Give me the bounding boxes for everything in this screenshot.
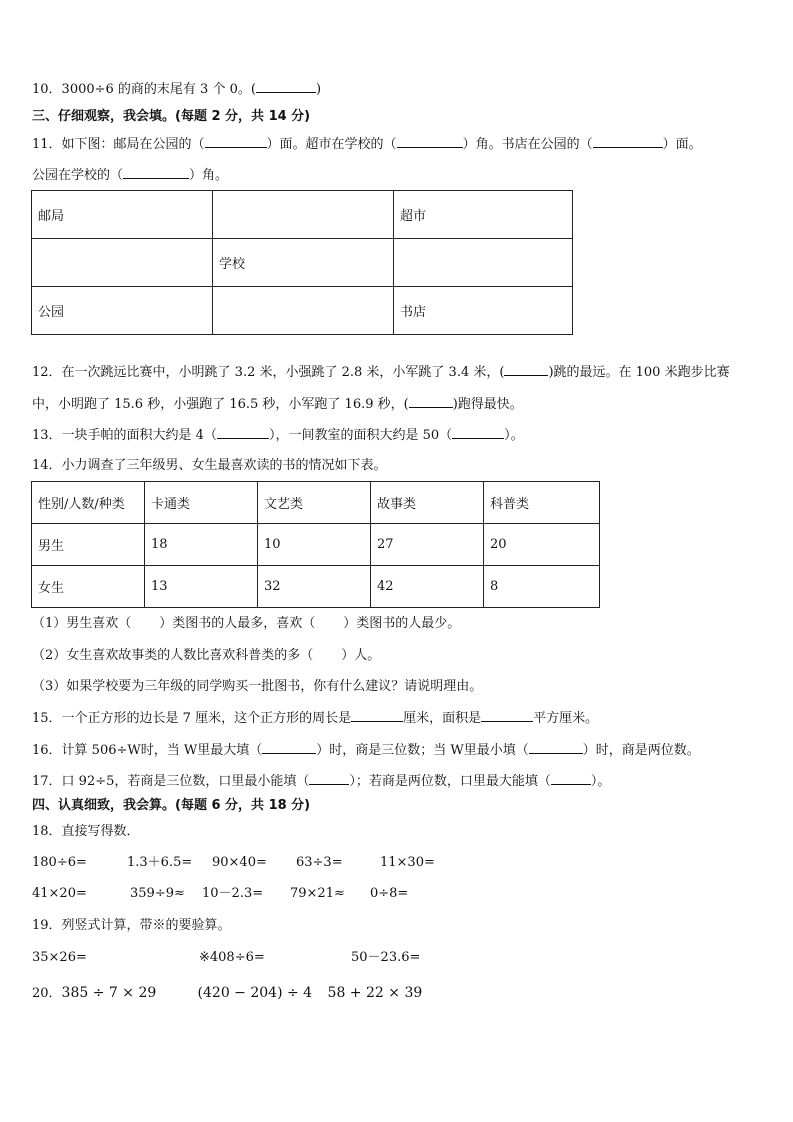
calc-item: 63÷3= — [296, 855, 343, 870]
answer-blank[interactable] — [409, 395, 453, 408]
table-cell: 32 — [258, 566, 371, 608]
table-cell: 20 — [484, 524, 600, 566]
expression: 58 + 22 × 39 — [327, 985, 423, 1001]
question-10: 10．3000÷6 的商的末尾有 3 个 0。( ) — [32, 82, 322, 97]
grid-cell — [394, 239, 573, 287]
answer-blank[interactable] — [256, 80, 316, 93]
calc-item: 10－2.3= — [202, 886, 264, 901]
calc-row-2 — [32, 885, 408, 903]
question-15: 15．一个正方形的边长是 7 厘米，这个正方形的周长是 厘米，面积是 平方厘米。 — [32, 711, 599, 726]
calc-item: 0÷8= — [370, 886, 409, 901]
calc-item: 11×30= — [380, 855, 435, 870]
question-12: 12．在一次跳远比赛中，小明跳了 3.2 米，小强跳了 2.8 米，小军跳了 3.4 米，( )跳的最远。在 100 米跑步比赛 — [32, 365, 730, 380]
section-4-title: 四、认真细致，我会算。(每题 6 分，共 18 分) — [32, 798, 311, 813]
table-header: 性别/人数/种类 — [32, 482, 145, 524]
calc-item: 1.3＋6.5= — [127, 855, 193, 870]
grid-cell: 学校 — [213, 239, 394, 287]
question-20: 20．385 ÷ 7 × 29 (420 − 204) ÷ 4 58 + 22 × 39 — [32, 985, 423, 1001]
question-17: 17．口 92÷5，若商是三位数，口里最小能填（ ）；若商是两位数，口里最大能填（ ）。 — [32, 774, 611, 789]
calc-item: 35×26= — [32, 950, 87, 965]
answer-blank[interactable] — [529, 741, 583, 754]
expression: 385 ÷ 7 × 29 — [61, 985, 157, 1001]
answer-blank[interactable] — [262, 741, 316, 754]
question-14: 14．小力调查了三年级男、女生最喜欢读的书的情况如下表。 — [32, 458, 387, 473]
grid-cell: 公园 — [32, 287, 213, 335]
question-19: 19．列竖式计算，带※的要验算。 — [32, 918, 231, 933]
grid-cell: 超市 — [394, 191, 573, 239]
answer-blank[interactable] — [123, 166, 189, 179]
calc-row-1 — [32, 854, 435, 872]
table-header: 卡通类 — [145, 482, 258, 524]
grid-cell — [213, 287, 394, 335]
question-12-cont: 中，小明跑了 15.6 秒，小强跑了 16.5 秒，小军跑了 16.9 秒，( )跑得最快。 — [32, 397, 523, 412]
table-cell: 42 — [371, 566, 484, 608]
survey-table — [31, 481, 600, 608]
answer-blank[interactable] — [397, 135, 463, 148]
table-cell: 女生 — [32, 566, 145, 608]
question-11: 11．如下图：邮局在公园的（ ）面。超市在学校的（ ）角。书店在公园的（ ）面。 — [32, 137, 702, 152]
table-header: 故事类 — [371, 482, 484, 524]
table-cell: 8 — [484, 566, 600, 608]
grid-cell: 书店 — [394, 287, 573, 335]
answer-blank[interactable] — [481, 709, 533, 722]
question-14-1: （1）男生喜欢（ ）类图书的人最多，喜欢（ ）类图书的人最少。 — [32, 616, 461, 631]
table-cell: 男生 — [32, 524, 145, 566]
question-18: 18．直接写得数． — [32, 824, 140, 839]
answer-blank[interactable] — [309, 772, 349, 785]
question-11-cont: 公园在学校的（ ）角。 — [32, 168, 229, 183]
section-3-title: 三、仔细观察，我会填。(每题 2 分，共 14 分) — [32, 109, 311, 124]
calc-item: 79×21≈ — [290, 886, 345, 901]
calc-item: 90×40= — [212, 855, 267, 870]
table-cell: 18 — [145, 524, 258, 566]
calc-item: 180÷6= — [32, 855, 87, 870]
grid-cell — [213, 191, 394, 239]
grid-cell — [32, 239, 213, 287]
question-13: 13．一块手帕的面积大约是 4（ ），一间教室的面积大约是 50（ ）。 — [32, 428, 524, 443]
table-cell: 13 — [145, 566, 258, 608]
vertical-calc-row — [32, 949, 420, 967]
table-cell: 27 — [371, 524, 484, 566]
answer-blank[interactable] — [205, 135, 267, 148]
answer-blank[interactable] — [593, 135, 663, 148]
question-16: 16．计算 506÷W时，当 W里最大填（ ）时，商是三位数；当 W里最小填（ ）时，商是两位数。 — [32, 743, 700, 758]
calc-item: 50－23.6= — [351, 950, 421, 965]
grid-cell: 邮局 — [32, 191, 213, 239]
table-header: 科普类 — [484, 482, 600, 524]
table-row — [32, 524, 600, 566]
answer-blank[interactable] — [351, 709, 403, 722]
answer-blank[interactable] — [217, 426, 269, 439]
table-cell: 10 — [258, 524, 371, 566]
table-row — [32, 566, 600, 608]
calc-item: 41×20= — [32, 886, 87, 901]
answer-blank[interactable] — [551, 772, 591, 785]
question-14-3: （3）如果学校要为三年级的同学购买一批图书，你有什么建议？请说明理由。 — [32, 679, 483, 694]
expression: (420 − 204) ÷ 4 — [197, 985, 313, 1001]
calc-item: ※408÷6= — [199, 950, 265, 965]
calc-item: 359÷9≈ — [130, 886, 185, 901]
answer-blank[interactable] — [452, 426, 504, 439]
answer-blank[interactable] — [504, 363, 548, 376]
question-14-2: （2）女生喜欢故事类的人数比喜欢科普类的多（ ）人。 — [32, 648, 381, 663]
table-header: 文艺类 — [258, 482, 371, 524]
location-grid — [31, 190, 573, 335]
